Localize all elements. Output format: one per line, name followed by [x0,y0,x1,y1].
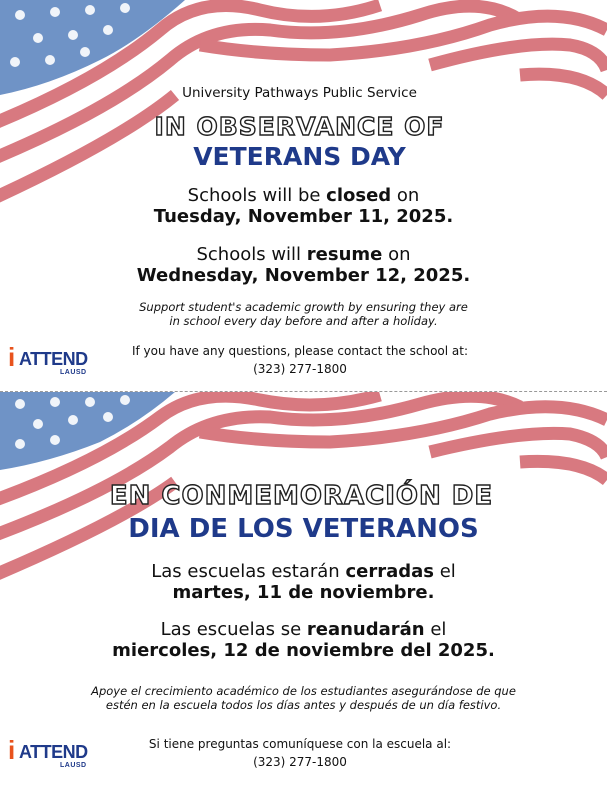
support-line-2: in school every day before and after a holiday. [169,314,438,328]
support-line-1: Apoye el crecimiento académico de los estudiantes asegurándose de que [91,684,516,698]
closed-date: Tuesday, November 11, 2025. [153,206,454,227]
support-line-1: Support student's academic growth by ensuring they are [139,300,468,314]
iattend-logo: i ATTEND LAUSD [8,735,88,769]
phone-number: (323) 277-1800 [253,362,347,376]
iattend-logo: i ATTEND LAUSD [8,342,88,376]
heading-main: VETERANS DAY [193,142,406,171]
heading-main: DIA DE LOS VETERANOS [128,514,479,544]
contact-text: Si tiene preguntas comuníquese con la escuela al: [148,737,452,751]
heading-outline: IN OBSERVANCE OF [154,112,445,141]
phone-number: (323) 277-1800 [253,755,347,769]
resume-date: Wednesday, November 12, 2025. [136,265,471,286]
closed-notice: Schools will be closed on [187,185,420,206]
resume-notice: Schools will resume on [196,244,411,265]
closed-date: martes, 11 de noviembre. [172,582,435,603]
spanish-flyer [0,392,607,785]
resume-notice: Las escuelas se reanudarán el [160,619,447,640]
heading-outline: EN CONMEMORACIÓN DE [109,481,494,511]
organization-name: University Pathways Public Service [182,85,417,101]
contact-text: If you have any questions, please contact the school at: [131,344,469,358]
english-flyer [0,0,607,392]
closed-notice: Las escuelas estarán cerradas el [151,561,456,582]
support-line-2: estén en la escuela todos los días antes y después de un día festivo. [105,698,502,712]
resume-date: miercoles, 12 de noviembre del 2025. [112,640,495,661]
